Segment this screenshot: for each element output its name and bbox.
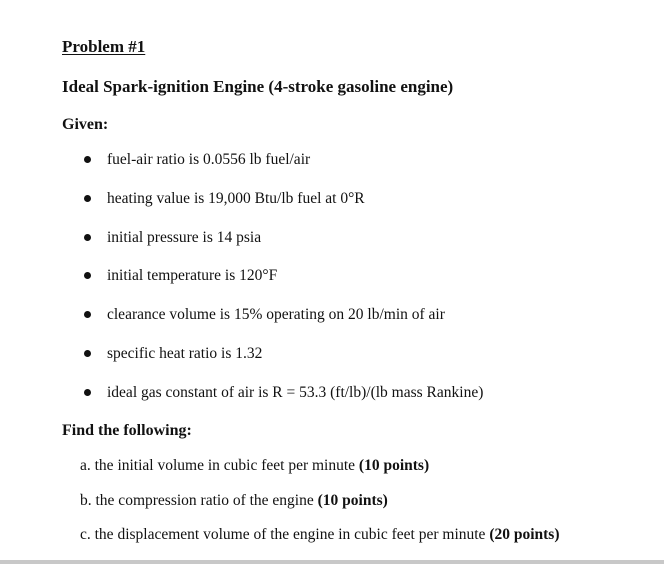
given-item-text: specific heat ratio is 1.32 bbox=[107, 344, 263, 362]
given-item-initial-temperature bbox=[84, 266, 483, 305]
given-item-text: clearance volume is 15% operating on 20 lb/min of air bbox=[107, 306, 445, 324]
bullet-icon bbox=[84, 156, 91, 163]
find-item-text: b. the compression ratio of the engine bbox=[80, 491, 318, 509]
find-item-text: a. the initial volume in cubic feet per minute bbox=[80, 457, 359, 474]
given-item-clearance-volume bbox=[84, 305, 483, 344]
given-item-heating-value bbox=[84, 189, 483, 228]
given-item-fuel-air-ratio bbox=[84, 150, 483, 189]
given-item-text: heating value is 19,000 Btu/lb fuel at 0°R bbox=[107, 189, 365, 207]
given-item-text: fuel-air ratio is 0.0556 lb fuel/air bbox=[107, 151, 311, 168]
given-label: Given: bbox=[62, 116, 109, 133]
bullet-icon bbox=[84, 389, 91, 396]
find-item-displacement-volume bbox=[80, 525, 560, 560]
given-item-text: initial pressure is 14 psia bbox=[107, 228, 262, 246]
bullet-icon bbox=[84, 234, 91, 241]
bullet-icon bbox=[84, 311, 91, 318]
given-item-gas-constant bbox=[84, 383, 483, 422]
given-list bbox=[84, 150, 483, 422]
find-item-points: (10 points) bbox=[358, 457, 430, 474]
bullet-icon bbox=[84, 195, 91, 202]
given-item-text: ideal gas constant of air is R = 53.3 (ft/lb)/(lb mass Rankine) bbox=[107, 383, 484, 401]
find-list bbox=[80, 456, 560, 560]
bullet-icon bbox=[84, 272, 91, 279]
engine-heading: Ideal Spark-ignition Engine (4-stroke gasoline engine) bbox=[62, 77, 454, 96]
given-item-specific-heat-ratio bbox=[84, 344, 483, 383]
find-item-points: (20 points) bbox=[489, 526, 560, 543]
problem-title: Problem #1 bbox=[62, 37, 146, 56]
find-label: Find the following: bbox=[62, 422, 192, 439]
given-item-text: initial temperature is 120°F bbox=[107, 267, 278, 285]
find-item-points: (10 points) bbox=[317, 491, 388, 509]
find-item-initial-volume bbox=[80, 456, 560, 491]
bullet-icon bbox=[84, 350, 91, 357]
find-item-compression-ratio bbox=[80, 491, 560, 526]
find-item-text: c. the displacement volume of the engine in cubic feet per minute bbox=[80, 526, 490, 543]
given-item-initial-pressure bbox=[84, 228, 483, 267]
bottom-divider bbox=[0, 560, 664, 564]
